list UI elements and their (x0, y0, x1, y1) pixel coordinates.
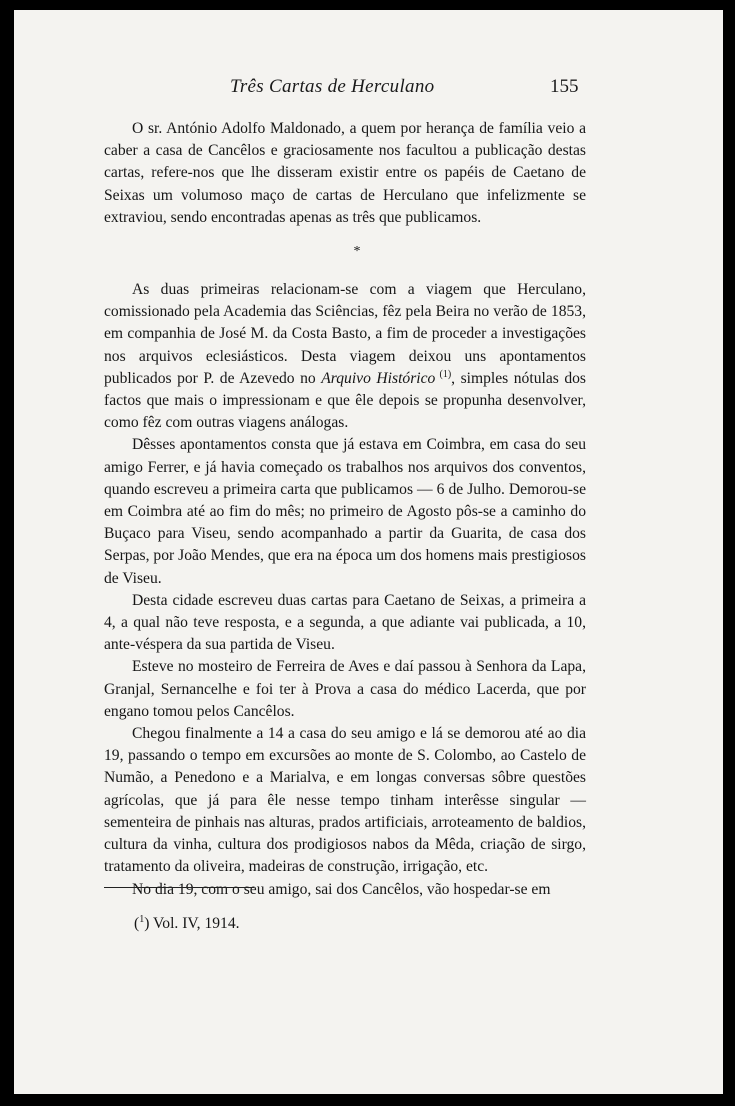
page-number: 155 (550, 76, 579, 97)
footnote-ref-mark: 1 (442, 368, 448, 380)
arquivo-historico-title: Arquivo Histórico (321, 369, 436, 387)
footnote-divider (104, 887, 254, 888)
footnote-mark-open: ( (134, 915, 140, 933)
footnote-ref-open: ( (435, 368, 443, 380)
asterisk: * (353, 244, 361, 260)
book-page (14, 10, 723, 1094)
running-head (14, 76, 723, 104)
footnote (134, 914, 240, 933)
paragraph-2 (104, 279, 586, 434)
footnote-reference[interactable] (435, 369, 451, 380)
footnote-ref-close: ) (447, 368, 452, 380)
footnote-text: Vol. IV, 1914. (149, 915, 240, 933)
footnote-mark: 1 (139, 914, 145, 925)
paragraph-3: Dêsses apontamentos consta que já estava em Coimbra, em casa do seu amigo Ferrer, e já havia começado os trabalhos nos arquivos dos conventos, quando escreveu a primeira carta que publicamos — 6 de Julho. Demorou-se em Coimbra até ao fim do mês; no primeiro de Agosto pôs-se a caminho do Buçaco para Viseu, sendo acompanhado a partir da Guarita, de casa dos Serpas, por João Mendes, que era na época um dos homens mais prestigiosos de Viseu. (104, 436, 586, 587)
paragraph-5: Esteve no mosteiro de Ferreira de Aves e daí passou à Senhora da Lapa, Granjal, Sernancelhe e foi ter à Prova a casa do médico Lacerda, que por engano tomou pelos Cancêlos. (104, 658, 586, 720)
footnote-mark-close: ) (144, 915, 150, 933)
running-title: Três Cartas de Herculano (230, 76, 435, 97)
main-text (104, 118, 586, 901)
paragraph-4: Desta cidade escreveu duas cartas para Caetano de Seixas, a primeira a 4, a qual não teve resposta, e a segunda, a que adiante vai publicada, a 10, ante-véspera da sua partida de Viseu. (104, 591, 586, 654)
paragraph-6: Chegou finalmente a 14 a casa do seu amigo e lá se demorou até ao dia 19, passando o tempo em excursões ao monte de S. Colombo, ao Castelo de Numão, a Penedono e a Marialva, e em longas conversas sôbre questões agrícolas, que já para êle nesse tempo tinham interêsse singular — sementeira de pinhais nas alturas, prados artificiais, arroteamento de baldios, cultura da vinha, cultura dos prodigiosos nabos da Mêda, criação de sirgo, tratamento da oliveira, madeiras de construção, irrigação, etc. (104, 725, 586, 876)
paragraph-2-part-1: As duas primeiras relacionam-se com a viagem que Herculano, comissionado pela Academia das Sciências, fêz pela Beira no verão de 1853, em companhia de José M. da Costa Basto, a fim de proceder a investigações nos arquivos eclesiásticos. Desta viagem deixou uns apontamentos publicados por P. de Azevedo no (104, 281, 586, 387)
section-separator (104, 239, 586, 265)
paragraph-2-part-2: , simples nótulas dos factos que mais o impressionam e que êle depois se propunha desenvolver, como fêz com outras viagens análogas. (104, 369, 586, 432)
paragraph-7: No dia 19, com o seu amigo, sai dos Cancêlos, vão hospedar-se em (132, 880, 551, 898)
paragraph-1: O sr. António Adolfo Maldonado, a quem por herança de família veio a caber a casa de Cancêlos e graciosamente nos facultou a publicação destas cartas, refere-nos que lhe disseram existir entre os papéis de Caetano de Seixas um volumoso maço de cartas de Herculano que infelizmente se extraviou, sendo encontradas apenas as três que publicamos. (104, 120, 586, 226)
